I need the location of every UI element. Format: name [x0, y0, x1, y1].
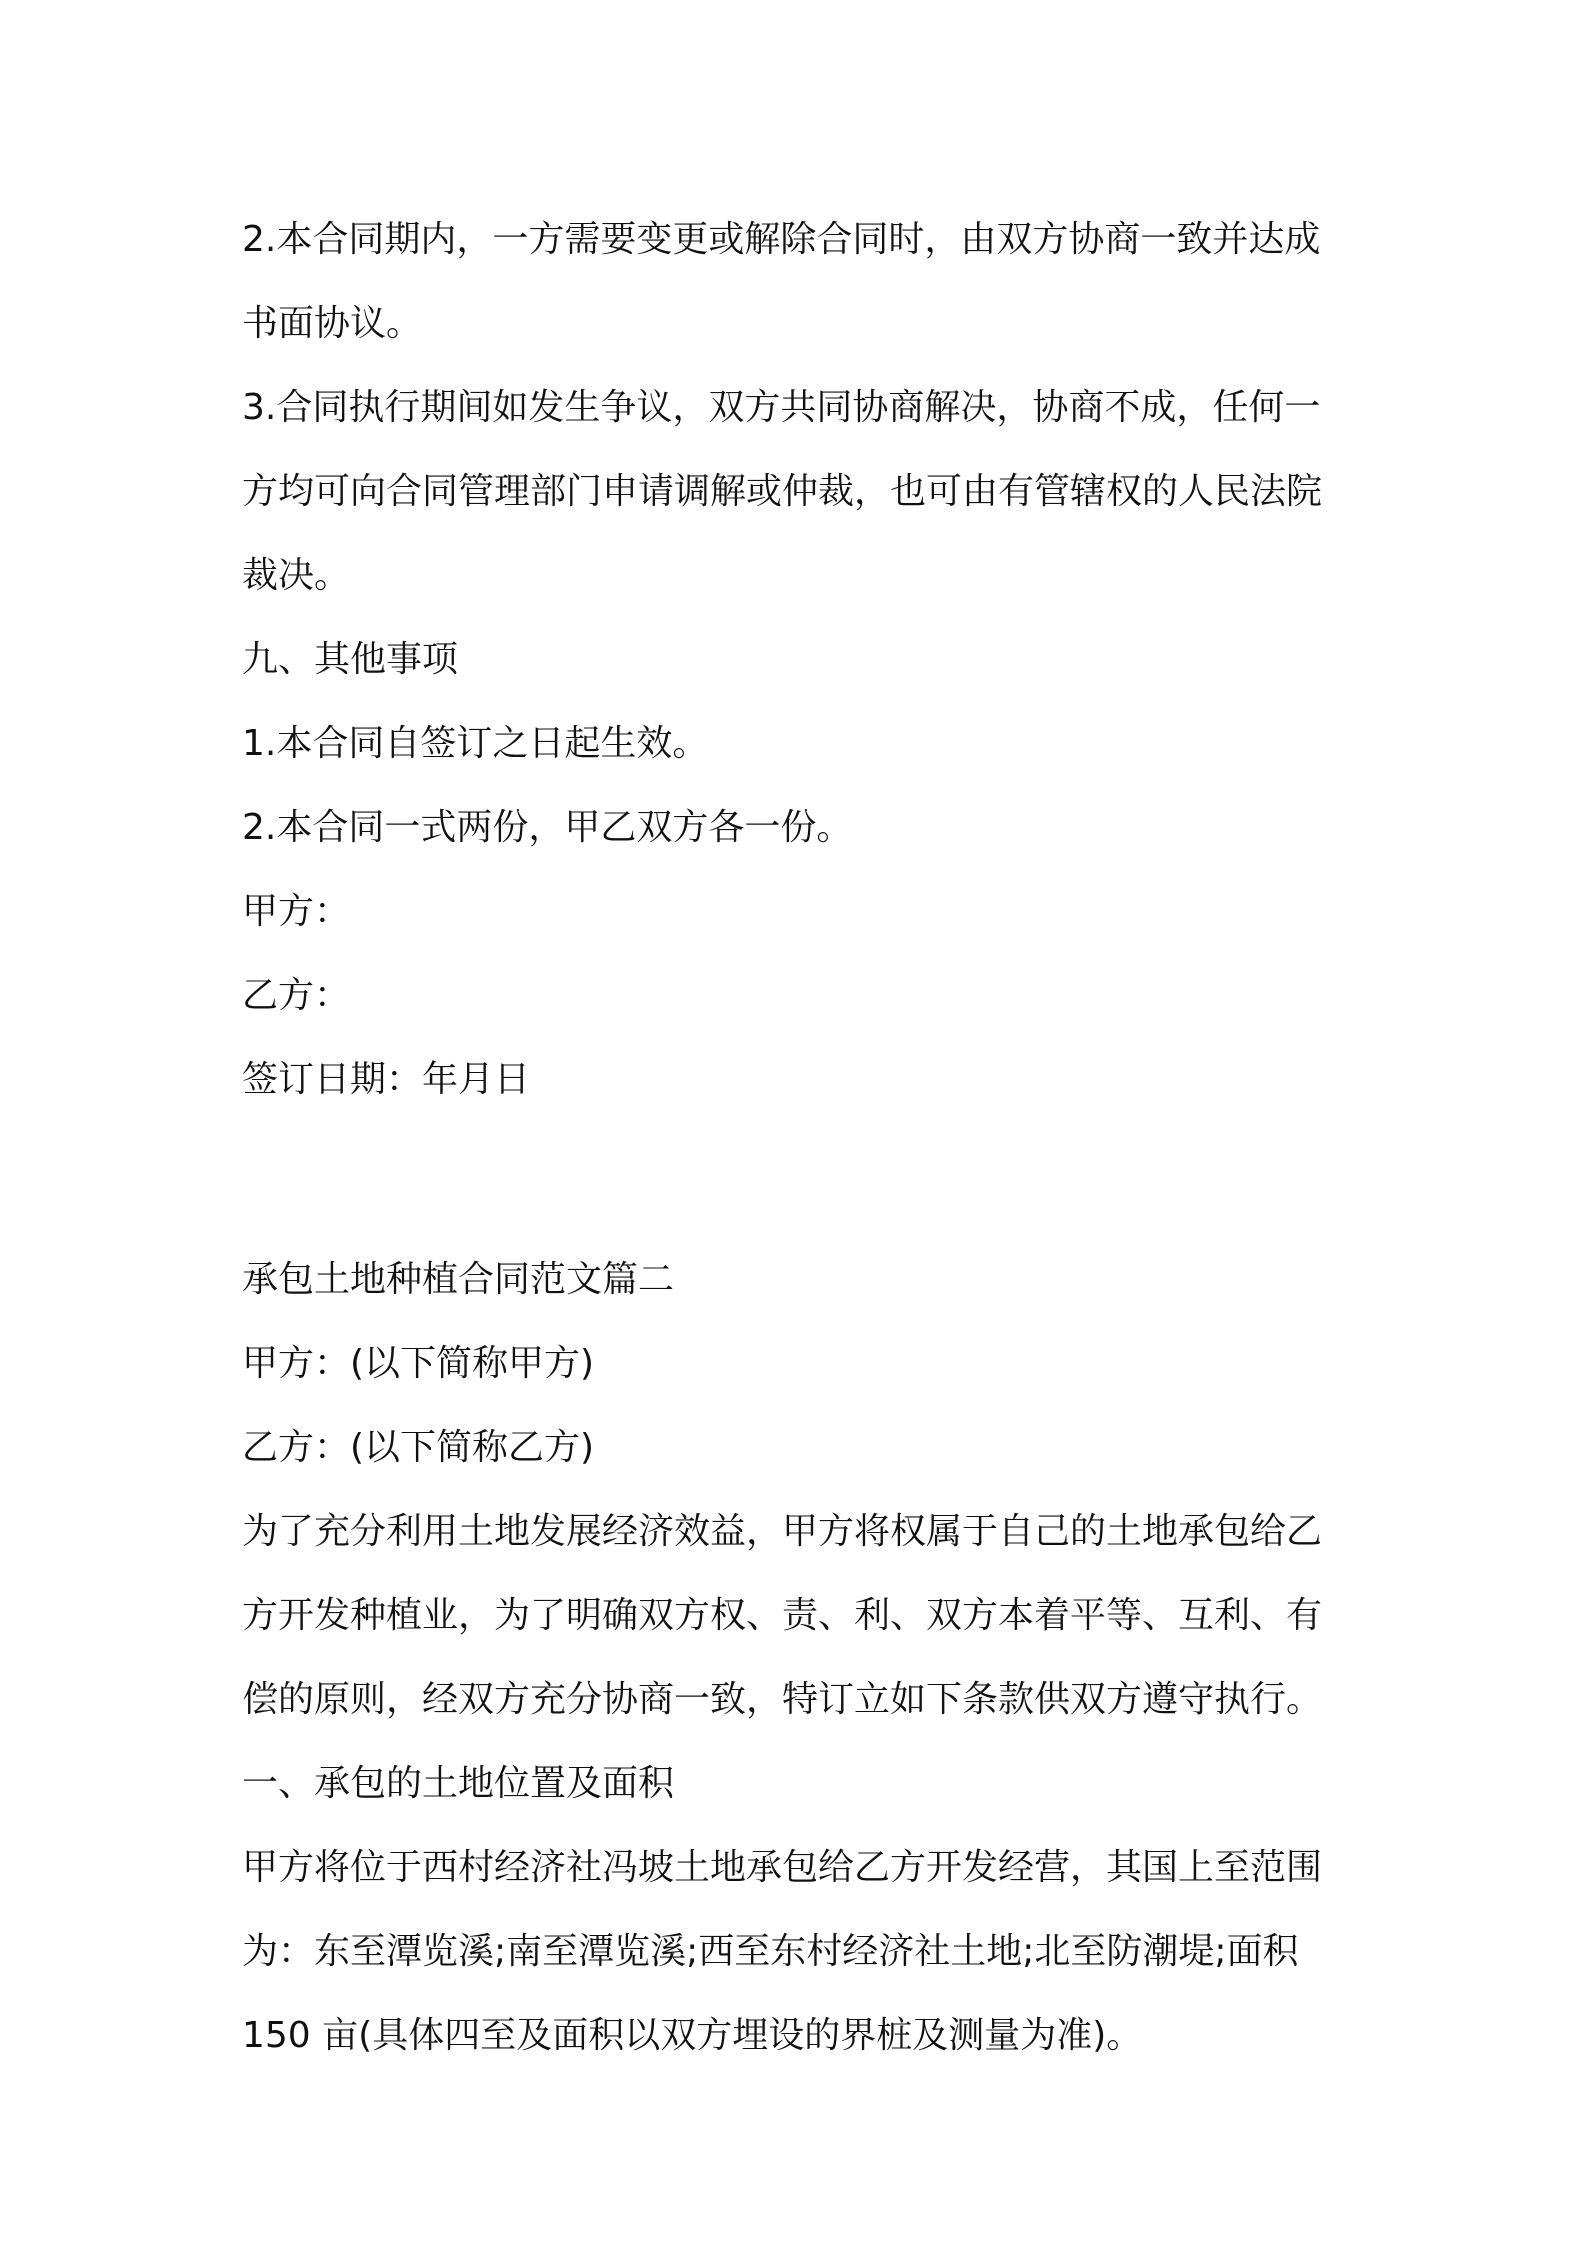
section-heading: 九、其他事项 [242, 639, 459, 680]
text-line: 2.本合同一式两份，甲乙双方各一份。 [242, 807, 853, 848]
text-line: 偿的原则，经双方充分协商一致，特订立如下条款供双方遵守执行。 [242, 1679, 1323, 1720]
text-line: 2.本合同期内，一方需要变更或解除合同时，由双方协商一致并达成 [242, 219, 1321, 260]
document-title: 承包土地种植合同范文篇二 [242, 1259, 675, 1300]
text-line: 150 亩(具体四至及面积以双方埋设的界桩及测量为准)。 [242, 2015, 1143, 2056]
text-line: 方均可向合同管理部门申请调解或仲裁，也可由有管辖权的人民法院 [242, 471, 1323, 512]
text-line: 裁决。 [242, 555, 351, 596]
text-line: 3.合同执行期间如发生争议，双方共同协商解决，协商不成，任何一 [242, 387, 1321, 428]
text-line: 1.本合同自签订之日起生效。 [242, 723, 709, 764]
text-line: 书面协议。 [242, 303, 423, 344]
text-line: 为了充分利用土地发展经济效益，甲方将权属于自己的土地承包给乙 [242, 1511, 1323, 1552]
party-a-label: 甲方： [242, 891, 351, 932]
text-line: 方开发种植业，为了明确双方权、责、利、双方本着平等、互利、有 [242, 1595, 1323, 1636]
text-line: 为：东至潭览溪;南至潭览溪;西至东村经济社土地;北至防潮堤;面积 [242, 1931, 1299, 1972]
section-heading: 一、承包的土地位置及面积 [242, 1763, 675, 1804]
document-body [242, 198, 1352, 2078]
section-gap [242, 1122, 1352, 1238]
party-a-line: 甲方：(以下简称甲方) [242, 1343, 595, 1384]
party-b-label: 乙方： [242, 975, 351, 1016]
sign-date-label: 签订日期：年月日 [242, 1059, 531, 1100]
text-line: 甲方将位于西村经济社冯坡土地承包给乙方开发经营，其国上至范围 [242, 1847, 1323, 1888]
party-b-line: 乙方：(以下简称乙方) [242, 1427, 595, 1468]
